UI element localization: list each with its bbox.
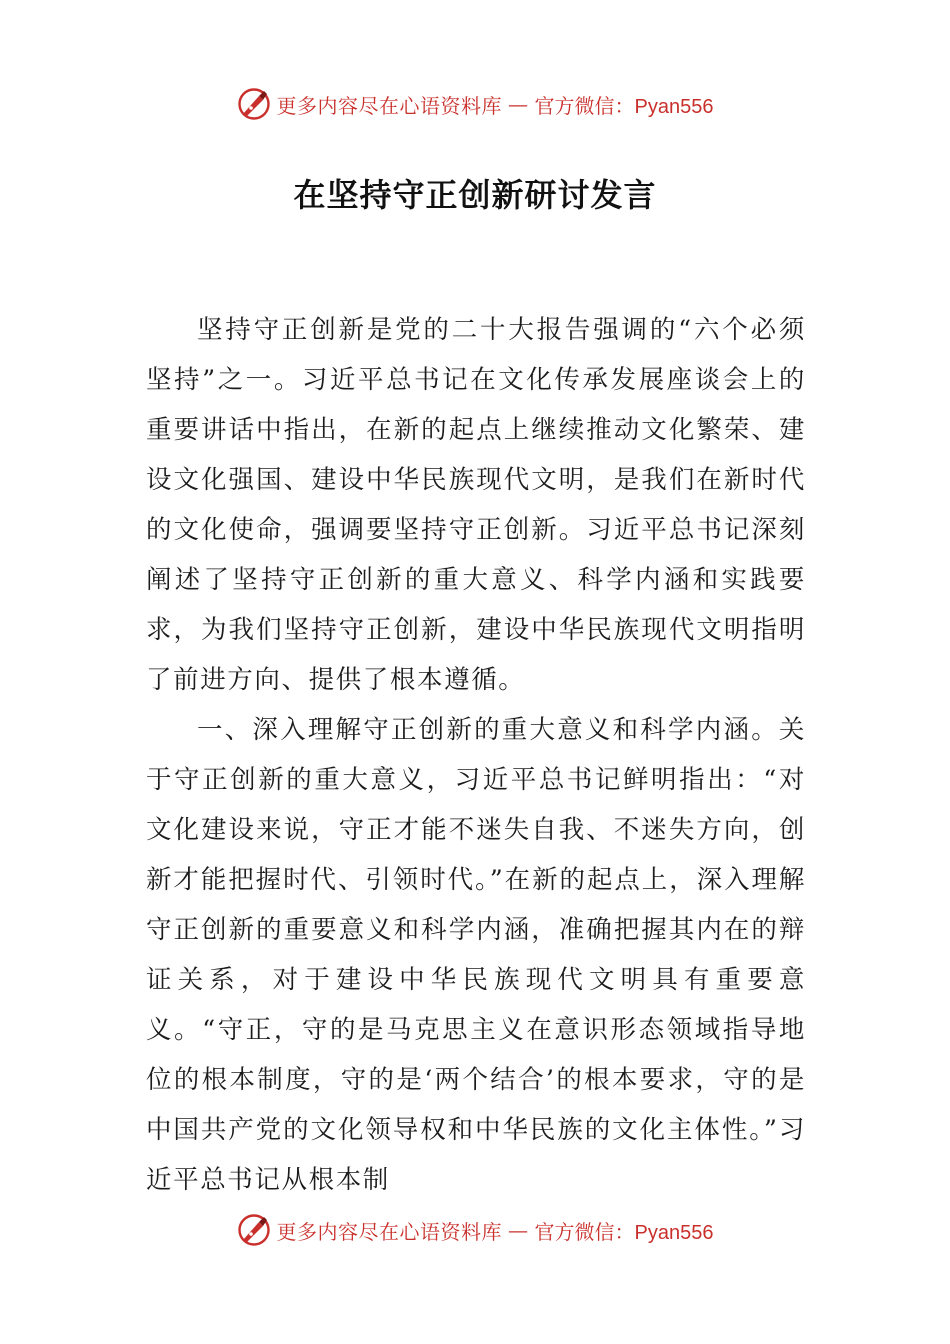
pen-nib-logo-icon (237, 1213, 271, 1247)
watermark-dash: — (508, 92, 529, 116)
watermark-contact-label: 官方微信： (534, 93, 635, 118)
watermark-text: 更多内容尽在心语资料库 (276, 1219, 503, 1244)
body-paragraph: 一、深入理解守正创新的重大意义和科学内涵。关于守正创新的重大意义，习近平总书记鲜明指出：“对文化建设来说，守正才能不迷失自我、不迷失方向，创新才能把握时代、引领时代。”在新的起点上，深入理解守正创新的重要意义和科学内涵，准确把握其内在的辩证关系，对于建设中华民族现代文明具有重要意义。“守正，守的是马克思主义在意识形态领域指导地位的根本制度，守的是‘两个结合’的根本要求，守的是中国共产党的文化领导权和中华民族的文化主体性。”习近平总书记从根本制 (146, 715, 806, 1195)
watermark-contact-label: 官方微信： (534, 1219, 635, 1244)
document-title: 在坚持守正创新研讨发言 (293, 176, 657, 214)
watermark-dash: — (508, 1218, 529, 1242)
watermark-contact (535, 1216, 714, 1245)
document-body (146, 305, 806, 1205)
watermark-contact (535, 90, 714, 119)
watermark-footer (0, 1210, 950, 1250)
watermark-contact-id: Pyan556 (634, 95, 714, 118)
watermark-header (0, 84, 950, 124)
body-paragraph: 坚持守正创新是党的二十大报告强调的“六个必须坚持”之一。习近平总书记在文化传承发展座谈会上的重要讲话中指出，在新的起点上继续推动文化繁荣、建设文化强国、建设中华民族现代文明，是我们在新时代的文化使命，强调要坚持守正创新。习近平总书记深刻阐述了坚持守正创新的重大意义、科学内涵和实践要求，为我们坚持守正创新，建设中华民族现代文明指明了前进方向、提供了根本遵循。 (146, 315, 806, 695)
watermark-text: 更多内容尽在心语资料库 (276, 93, 503, 118)
watermark-contact-id: Pyan556 (634, 1221, 714, 1244)
pen-nib-logo-icon (237, 87, 271, 121)
